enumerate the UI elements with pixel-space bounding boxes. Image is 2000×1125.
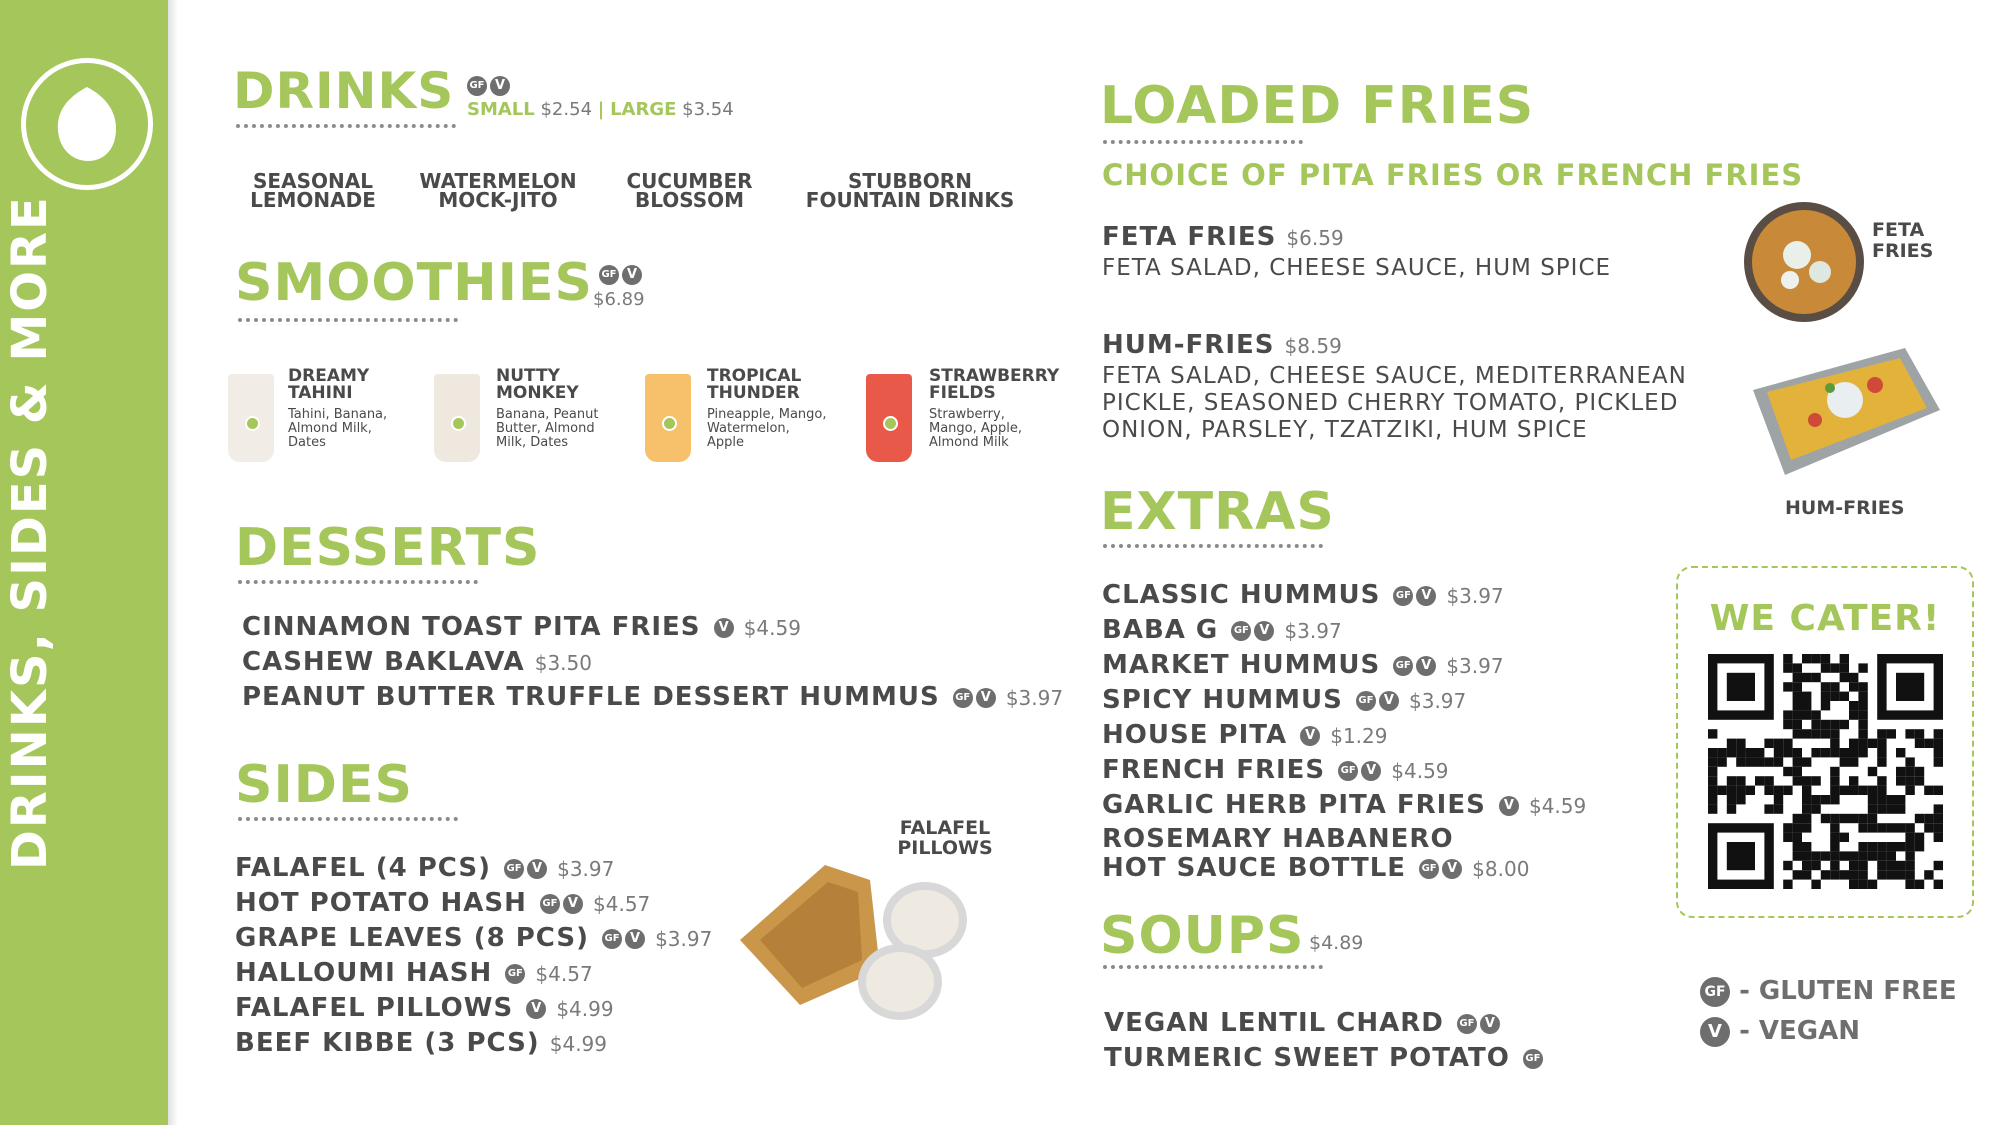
gluten-free-icon: GF [504,859,524,879]
menu-item: FETA FRIES $6.59 [1102,222,1344,252]
vegan-icon: V [1416,586,1436,606]
divider [236,124,456,128]
feta-fries-image [1742,200,1867,325]
drinks-prices: SMALL $2.54 | LARGE $3.54 [467,99,734,120]
soups-price: $4.89 [1309,932,1364,954]
gluten-free-icon: GF [1393,656,1413,676]
vegan-icon: V [1442,859,1462,879]
item-description: FETA SALAD, CHEESE SAUCE, HUM SPICE [1102,255,1612,281]
sidebar-title: DRINKS, SIDES & MORE [2,195,58,870]
gluten-free-icon: GF [599,265,619,285]
smoothies-badges [596,264,642,285]
smoothie-cup-image [228,374,274,462]
menu-item: SPICY HUMMUS GF V $3.97 [1102,685,1467,715]
drink-item: SEASONAL LEMONADE [250,169,376,212]
menu-item: CASHEW BAKLAVA $3.50 [242,647,592,677]
sides-title: SIDES [235,755,413,815]
leaf-icon [26,63,148,185]
smoothie-cup-image [645,374,691,462]
divider [238,817,458,821]
menu-item: HOT POTATO HASH GF V $4.57 [235,888,651,918]
menu-item: CLASSIC HUMMUS GF V $3.97 [1102,580,1504,610]
menu-item: CINNAMON TOAST PITA FRIES V $4.59 [242,612,801,642]
menu-item: BABA G GF V $3.97 [1102,615,1342,645]
drinks-badges [464,75,510,96]
menu-item: HOUSE PITA V $1.29 [1102,720,1388,750]
menu-item: VEGAN LENTIL CHARD GF V [1104,1008,1500,1038]
vegan-icon: V [1254,621,1274,641]
smoothie-item: STRAWBERRY FIELDS Strawberry, Mango, Apple, Almond Milk [929,366,1060,450]
gluten-free-icon: GF [1419,859,1439,879]
gluten-free-icon: GF [1700,977,1730,1007]
catering-box[interactable] [1676,566,1974,918]
vegan-icon: V [1361,761,1381,781]
gluten-free-icon: GF [1393,586,1413,606]
falafel-pillows-image [730,840,980,1030]
drink-item: STUBBORN FOUNTAIN DRINKS [805,169,1015,212]
divider [1103,965,1323,969]
smoothie-item: NUTTY MONKEY Banana, Peanut Butter, Almond Milk, Dates [496,366,599,450]
legend-vegan: V - VEGAN [1700,1016,1860,1047]
drink-item: WATERMELON MOCK-JITO [419,169,577,212]
vegan-icon: V [563,894,583,914]
divider [238,580,478,584]
gluten-free-icon: GF [467,76,487,96]
vegan-icon: V [526,999,546,1019]
vegan-icon: V [1499,796,1519,816]
vegan-icon: V [622,265,642,285]
gluten-free-icon: GF [1523,1049,1543,1069]
gluten-free-icon: GF [540,894,560,914]
loaded-fries-subtitle: CHOICE OF PITA FRIES OR FRENCH FRIES [1102,158,1804,192]
extras-title: EXTRAS [1100,482,1335,542]
divider [238,318,458,322]
menu-item: MARKET HUMMUS GF V $3.97 [1102,650,1504,680]
desserts-title: DESSERTS [235,518,541,578]
menu-item: GRAPE LEAVES (8 PCS) GF V $3.97 [235,923,713,953]
vegan-icon: V [1300,726,1320,746]
vegan-icon: V [490,76,510,96]
legend-gluten-free: GF - GLUTEN FREE [1700,976,1957,1007]
vegan-icon: V [976,688,996,708]
vegan-icon: V [714,618,734,638]
falafel-photo-label: FALAFEL PILLOWS [897,817,993,859]
gluten-free-icon: GF [953,688,973,708]
vegan-icon: V [527,859,547,879]
smoothies-title: SMOOTHIES [235,253,593,313]
vegan-icon: V [1480,1014,1500,1034]
menu-item: GARLIC HERB PITA FRIES V $4.59 [1102,790,1587,820]
menu-item: HALLOUMI HASH GF $4.57 [235,958,593,988]
gluten-free-icon: GF [1231,621,1251,641]
menu-item: TURMERIC SWEET POTATO GF [1104,1043,1543,1073]
drink-item: CUCUMBER BLOSSOM [626,169,753,212]
menu-item: HUM-FRIES $8.59 [1102,330,1342,360]
menu-item: FALAFEL PILLOWS V $4.99 [235,993,614,1023]
smoothies-price: $6.89 [593,289,645,310]
feta-fries-photo-label: FETA FRIES [1872,219,1934,262]
vegan-icon: V [1416,656,1436,676]
smoothie-item: DREAMY TAHINI Tahini, Banana, Almond Milk, Dates [288,366,388,450]
vegan-icon: V [1379,691,1399,711]
hum-fries-image [1745,340,1945,480]
menu-item: FRENCH FRIES GF V $4.59 [1102,755,1449,785]
menu-item: PEANUT BUTTER TRUFFLE DESSERT HUMMUS GF V $3.97 [242,682,1064,712]
catering-title: WE CATER! [1709,598,1941,639]
vegan-icon: V [1700,1017,1730,1047]
hum-fries-photo-label: HUM-FRIES [1785,497,1905,519]
qr-code-icon[interactable] [1708,654,1943,893]
smoothie-item: TROPICAL THUNDER Pineapple, Mango, Watermelon, Apple [707,366,827,450]
divider [1103,140,1303,144]
gluten-free-icon: GF [1338,761,1358,781]
smoothie-cup-image [866,374,912,462]
gluten-free-icon: GF [1356,691,1376,711]
soups-title: SOUPS [1100,906,1305,966]
item-description: FETA SALAD, CHEESE SAUCE, MEDITERRANEAN PICKLE, SEASONED CHERRY TOMATO, PICKLED ONION, PARSLEY, TZATZIKI, HUM SPICE [1102,363,1687,443]
gluten-free-icon: GF [602,929,622,949]
menu-item: FALAFEL (4 PCS) GF V $3.97 [235,853,615,883]
loaded-fries-title: LOADED FRIES [1100,76,1535,136]
gluten-free-icon: GF [1457,1014,1477,1034]
drinks-title: DRINKS [233,62,455,120]
divider [1103,544,1323,548]
gluten-free-icon: GF [505,964,525,984]
vegan-icon: V [625,929,645,949]
smoothie-cup-image [434,374,480,462]
menu-item: BEEF KIBBE (3 PCS) $4.99 [235,1028,608,1058]
menu-item: ROSEMARY HABANERO HOT SAUCE BOTTLE GF V $8.00 [1102,824,1530,883]
